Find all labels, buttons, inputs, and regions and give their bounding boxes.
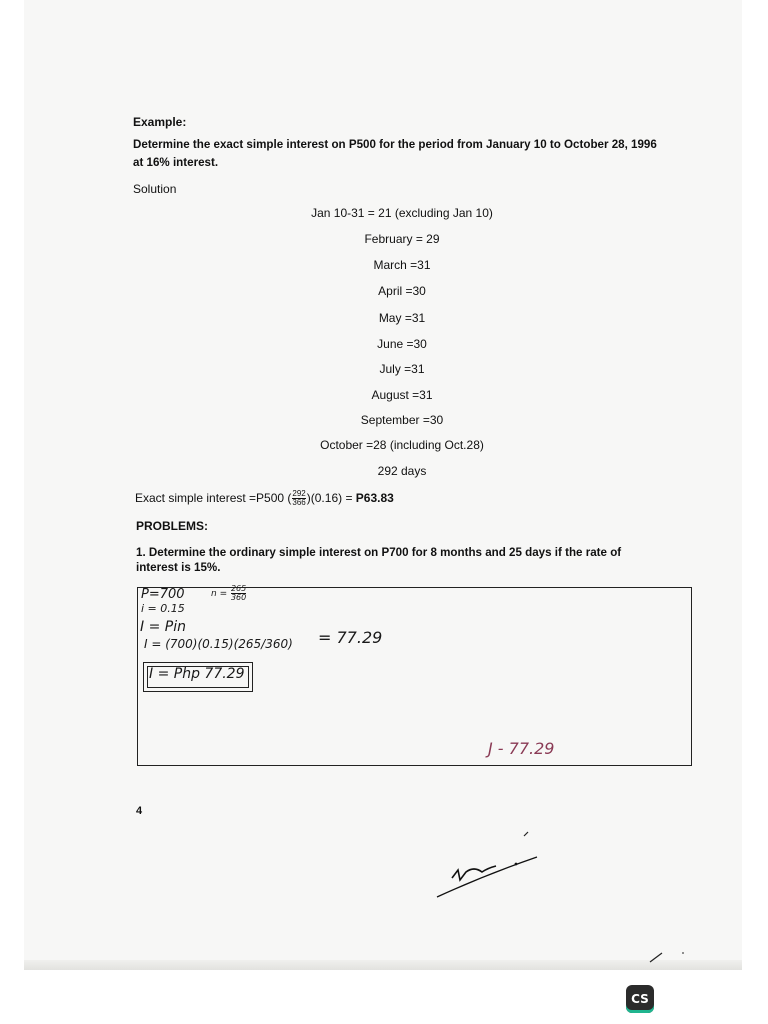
day-count-may: May =31 <box>378 311 426 325</box>
handwritten-equals: = 77.29 <box>318 628 383 647</box>
day-count-aug: August =31 <box>371 388 433 402</box>
signature-tick <box>524 832 528 836</box>
problem-statement-line2: at 16% interest. <box>133 156 219 169</box>
formula-prefix: Exact simple interest =P500 ( <box>135 491 292 505</box>
handwritten-time-numerator: 265 <box>230 584 247 593</box>
day-count-jan: Jan 10-31 = 21 (excluding Jan 10) <box>311 206 493 220</box>
day-count-apr: April =30 <box>378 284 426 298</box>
handwritten-principal: P=700 <box>141 587 185 602</box>
problems-heading: PROBLEMS: <box>136 519 208 533</box>
page-edge-shadow <box>24 960 742 970</box>
stray-dot <box>682 952 684 954</box>
formula-suffix: )(0.16) = <box>306 491 356 505</box>
day-count-feb: February = 29 <box>364 232 440 246</box>
day-count-sep: September =30 <box>360 413 444 427</box>
signature <box>430 830 550 905</box>
day-count-oct: October =28 (including Oct.28) <box>320 438 484 452</box>
handwritten-time-denominator: 360 <box>230 593 247 602</box>
day-count-mar: March =31 <box>373 258 431 272</box>
stray-stroke <box>650 953 662 962</box>
signature-dot <box>515 863 518 866</box>
handwritten-substitution: I = (700)(0.15)(265/360) <box>144 637 293 651</box>
camscanner-logo: CS <box>626 985 654 1013</box>
day-count-jul: July =31 <box>379 362 425 376</box>
handwritten-rate: i = 0.15 <box>141 602 185 615</box>
handwritten-final-answer: I = Php 77.29 <box>149 666 245 682</box>
problem1-line1: 1. Determine the ordinary simple interest on P700 for 8 months and 25 days if the rate of <box>136 546 622 559</box>
problem1-line2: interest is 15%. <box>136 561 221 574</box>
handwritten-time <box>211 585 247 602</box>
formula-result: P63.83 <box>355 491 394 505</box>
handwritten-time-prefix: n = <box>211 589 230 599</box>
formula-numerator: 292 <box>292 489 306 499</box>
example-heading: Example: <box>133 115 187 129</box>
handwritten-time-fraction <box>231 585 246 602</box>
day-count-total: 292 days <box>377 464 427 478</box>
formula-fraction <box>292 490 305 507</box>
solution-label: Solution <box>133 182 177 196</box>
handwritten-formula: I = Pin <box>140 619 186 635</box>
page-number: 4 <box>136 805 143 817</box>
stray-mark <box>645 945 690 967</box>
formula-denominator: 366 <box>292 498 306 508</box>
exact-interest-formula <box>135 488 394 508</box>
problem-statement-line1: Determine the exact simple interest on P500 for the period from January 10 to October 28, 1996 <box>133 138 657 151</box>
grader-mark: J - 77.29 <box>488 739 555 758</box>
day-count-jun: June =30 <box>377 337 427 351</box>
signature-stroke <box>452 866 496 880</box>
